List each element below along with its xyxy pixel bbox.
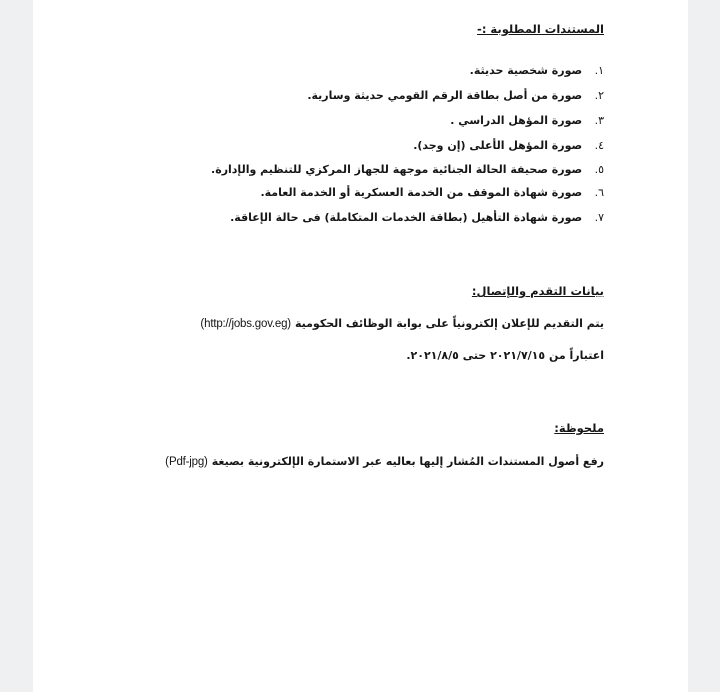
application-dates: اعتباراً من ٢٠٢١/٧/١٥ حتى ٢٠٢١/٨/٥. — [406, 349, 604, 362]
list-item — [413, 139, 604, 152]
note-heading: ملحوظة: — [554, 421, 604, 435]
document-page — [33, 0, 688, 692]
list-text: صورة صحيفة الحالة الجنائية موجهة للجهاز المركزي للتنظيم والإدارة. — [211, 163, 583, 176]
list-number: ٧. — [594, 211, 604, 224]
list-item — [230, 211, 604, 224]
application-line — [200, 317, 604, 330]
application-text: يتم التقديم للإعلان إلكترونياً على بوابة الوظائف الحكومية — [294, 317, 604, 330]
list-number: ٦. — [594, 186, 604, 199]
list-number: ١. — [594, 64, 604, 77]
note-text: رفع أصول المستندات المُشار إليها بعاليه عبر الاستمارة الإلكترونية بصيغة — [211, 455, 604, 468]
list-text: صورة المؤهل الدراسي . — [450, 114, 583, 127]
list-number: ٤. — [594, 139, 604, 152]
list-item — [211, 163, 604, 176]
list-text: صورة شخصية حديثة. — [469, 64, 583, 77]
list-text: صورة شهادة الموقف من الخدمة العسكرية أو الخدمة العامة. — [260, 186, 583, 199]
list-number: ٢. — [594, 89, 604, 102]
list-item — [260, 186, 604, 199]
documents-heading: المستندات المطلوبة :- — [477, 22, 604, 36]
list-number: ٥. — [594, 163, 604, 176]
jobs-portal-link[interactable]: (http://jobs.gov.eg) — [200, 318, 292, 330]
note-line — [165, 455, 604, 468]
list-text: صورة من أصل بطاقة الرقم القومي حديثة وسارية. — [307, 89, 583, 102]
list-text: صورة شهادة التأهيل (بطاقة الخدمات المتكاملة) فى حالة الإعاقة. — [230, 211, 583, 224]
list-item — [307, 89, 604, 102]
list-item — [470, 64, 604, 77]
list-number: ٣. — [594, 114, 604, 127]
file-format: (Pdf-jpg) — [165, 456, 208, 468]
application-heading: بيانات التقدم والإتصال: — [471, 284, 604, 298]
list-item — [450, 114, 604, 127]
list-text: صورة المؤهل الأعلى (إن وجد). — [413, 139, 583, 152]
